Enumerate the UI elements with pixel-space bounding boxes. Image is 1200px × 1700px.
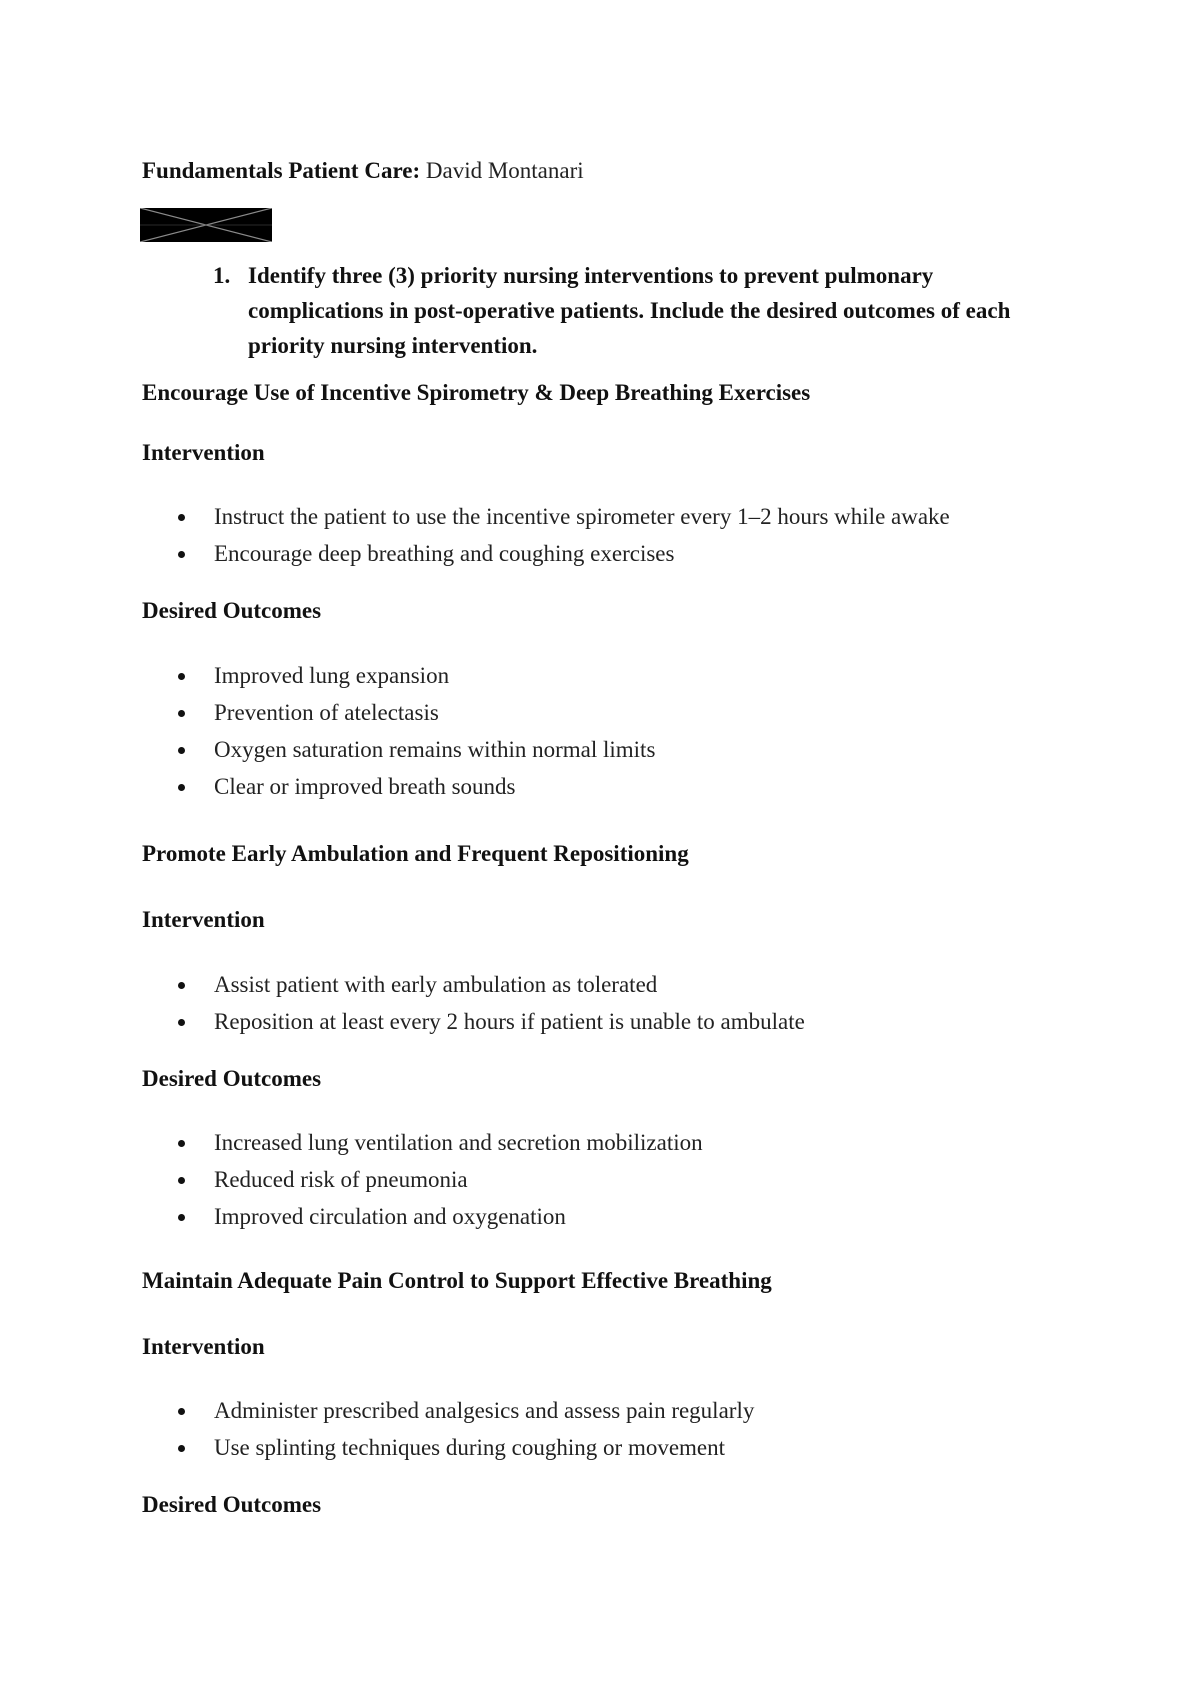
list-item: Reposition at least every 2 hours if patient is unable to ambulate bbox=[142, 1003, 805, 1040]
question-number: 1. bbox=[213, 263, 231, 288]
section-2-intervention-list bbox=[142, 966, 805, 1040]
question-item bbox=[213, 258, 1073, 363]
list-item: Improved circulation and oxygenation bbox=[142, 1198, 703, 1235]
list-item: Prevention of atelectasis bbox=[142, 694, 655, 731]
section-1-intervention-heading: Intervention bbox=[142, 440, 265, 465]
section-3-title: Maintain Adequate Pain Control to Support Effective Breathing bbox=[142, 1268, 772, 1293]
section-1-outcomes-heading: Desired Outcomes bbox=[142, 598, 322, 623]
bullet-icon bbox=[178, 1214, 185, 1221]
list-item: Administer prescribed analgesics and assess pain regularly bbox=[142, 1392, 754, 1429]
list-item: Improved lung expansion bbox=[142, 657, 655, 694]
bullet-icon bbox=[178, 1408, 185, 1415]
bullet-icon bbox=[178, 982, 185, 989]
list-item: Increased lung ventilation and secretion mobilization bbox=[142, 1124, 703, 1161]
bullet-icon bbox=[178, 1019, 185, 1026]
list-item: Assist patient with early ambulation as tolerated bbox=[142, 966, 805, 1003]
section-3-intervention-heading: Intervention bbox=[142, 1334, 265, 1359]
student-name: David Montanari bbox=[425, 158, 584, 183]
bullet-icon bbox=[178, 1177, 185, 1184]
question-text: Identify three (3) priority nursing interventions to prevent pulmonary complications in post-operative patients. Include the desired outcomes of each priority nursing intervention. bbox=[248, 263, 1011, 358]
bullet-icon bbox=[178, 710, 185, 717]
section-2-outcomes-heading: Desired Outcomes bbox=[142, 1066, 322, 1091]
title-label: Fundamentals Patient Care: bbox=[142, 158, 421, 183]
section-1-title: Encourage Use of Incentive Spirometry & Deep Breathing Exercises bbox=[142, 380, 811, 405]
list-item: Encourage deep breathing and coughing exercises bbox=[142, 535, 950, 572]
section-2-intervention-heading: Intervention bbox=[142, 907, 265, 932]
section-1-outcomes-list bbox=[142, 657, 655, 805]
list-item: Use splinting techniques during coughing or movement bbox=[142, 1429, 754, 1466]
list-item: Clear or improved breath sounds bbox=[142, 768, 655, 805]
bullet-icon bbox=[178, 673, 185, 680]
section-2-outcomes-list bbox=[142, 1124, 703, 1235]
bullet-icon bbox=[178, 551, 185, 558]
section-2-title: Promote Early Ambulation and Frequent Repositioning bbox=[142, 841, 689, 866]
list-item: Oxygen saturation remains within normal limits bbox=[142, 731, 655, 768]
section-3-outcomes-heading: Desired Outcomes bbox=[142, 1492, 322, 1517]
redaction-cross-icon bbox=[140, 208, 272, 242]
list-item: Instruct the patient to use the incentive spirometer every 1–2 hours while awake bbox=[142, 498, 950, 535]
bullet-icon bbox=[178, 514, 185, 521]
redacted-image-placeholder bbox=[140, 208, 272, 242]
bullet-icon bbox=[178, 1140, 185, 1147]
section-3-intervention-list bbox=[142, 1392, 754, 1466]
bullet-icon bbox=[178, 747, 185, 754]
document-title bbox=[142, 156, 584, 186]
bullet-icon bbox=[178, 1445, 185, 1452]
list-item: Reduced risk of pneumonia bbox=[142, 1161, 703, 1198]
section-1-intervention-list bbox=[142, 498, 950, 572]
bullet-icon bbox=[178, 784, 185, 791]
